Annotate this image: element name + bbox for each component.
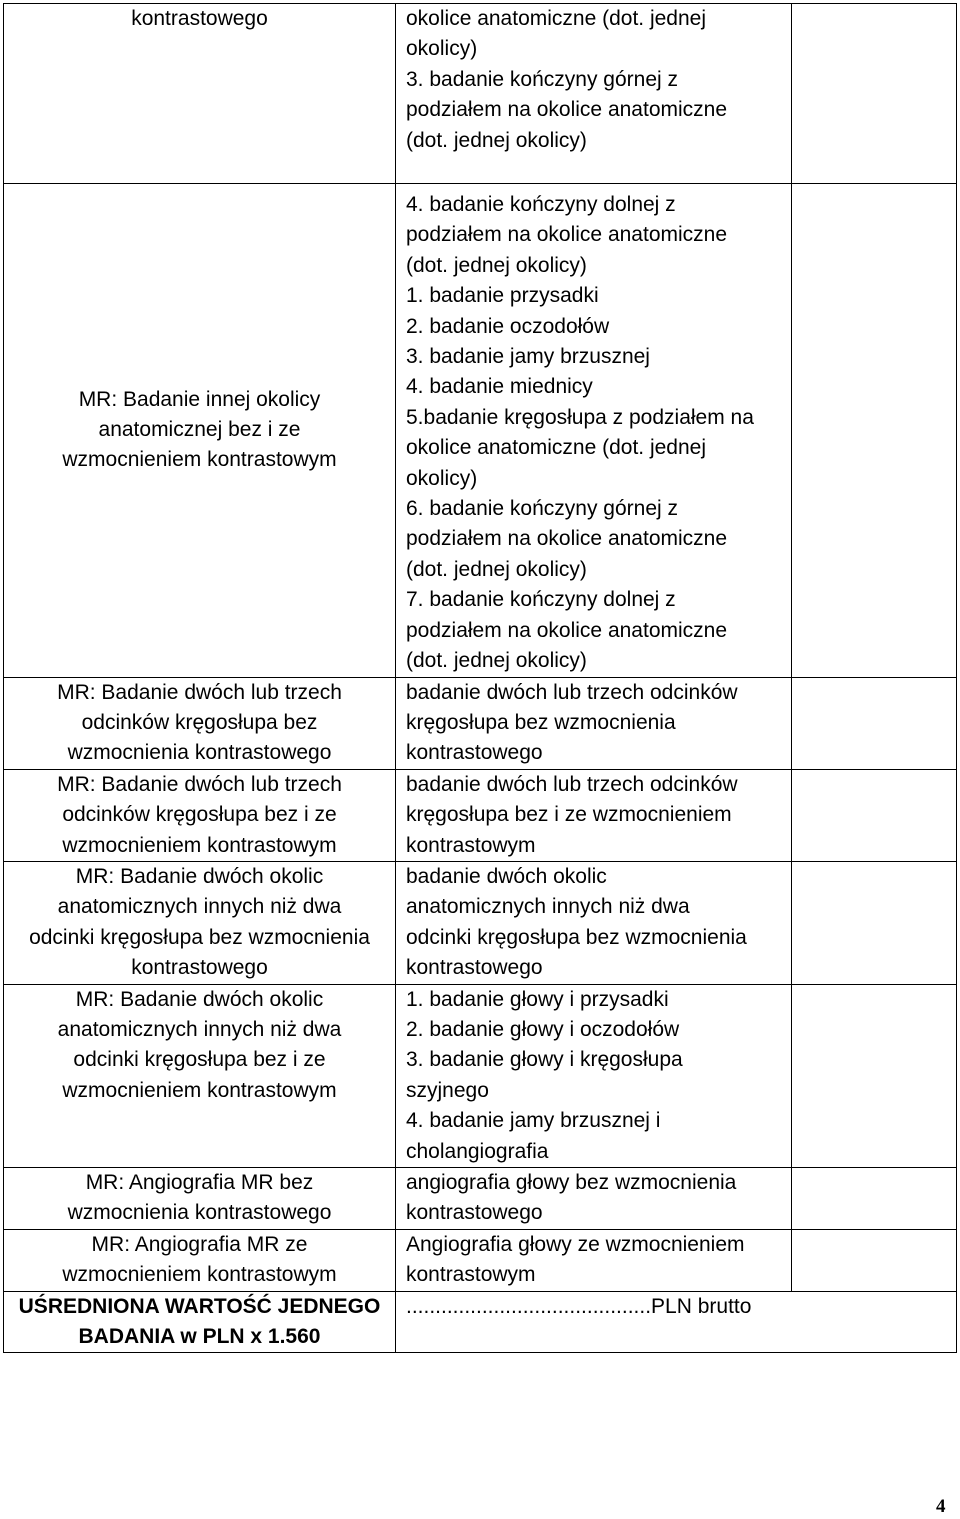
table-row [4, 984, 957, 1167]
table-cell-service [4, 4, 396, 184]
table-cell-price [792, 1229, 957, 1291]
cell-text: MR: Angiografia MR ze wzmocnieniem kontrastowym [62, 1232, 337, 1287]
summary-row [4, 1291, 957, 1353]
price-placeholder: ..........................................PLN brutto [406, 1294, 752, 1318]
table-row [4, 1229, 957, 1291]
cell-text: kontrastowego [131, 7, 268, 30]
cell-text: 4. badanie kończyny dolnej z podziałem na okolice anatomiczne (dot. jednej okolicy) 1. badanie przysadki 2. badanie oczodołów 3. badanie jamy brzusznej 4. badanie miednicy 5.badanie kręgosłupa z podziałem na okolice anatomiczne (dot. jednej okolicy) 6. badanie kończyny górnej z podziałem na okolice anatomiczne (dot. jednej okolicy) 7. badanie kończyny dolnej z podziałem na okolice anatomiczne (dot. jednej okolicy) [406, 193, 754, 673]
table-cell-service [4, 1229, 396, 1291]
page-number: 4 [936, 1496, 946, 1517]
table-cell-scope [396, 861, 792, 984]
table-cell-price [792, 984, 957, 1167]
cell-text: Angiografia głowy ze wzmocnieniem kontrastowym [406, 1232, 745, 1287]
cell-text: MR: Badanie dwóch okolic anatomicznych innych niż dwa odcinki kręgosłupa bez i ze wzmocnieniem kontrastowym [57, 987, 342, 1102]
cell-text: MR: Badanie dwóch okolic anatomicznych innych niż dwa odcinki kręgosłupa bez wzmocnienia kontrastowego [29, 864, 370, 980]
table-row [4, 677, 957, 769]
table-cell-service [4, 769, 396, 861]
cell-text: 1. badanie głowy i przysadki 2. badanie głowy i oczodołów 3. badanie głowy i kręgosłupa szyjnego 4. badanie jamy brzusznej i cholangiografia [406, 987, 683, 1163]
table-cell-price [792, 4, 957, 184]
table-row [4, 1168, 957, 1230]
table-cell-scope [396, 1229, 792, 1291]
cell-text: MR: Badanie dwóch lub trzech odcinków kręgosłupa bez wzmocnienia kontrastowego [57, 680, 342, 765]
price-entry-field [396, 1291, 957, 1353]
cell-text: MR: Badanie dwóch lub trzech odcinków kręgosłupa bez i ze wzmocnieniem kontrastowym [57, 772, 342, 857]
cell-text: okolice anatomiczne (dot. jednej okolicy) 3. badanie kończyny górnej z podziałem na okolice anatomiczne (dot. jednej okolicy) [406, 7, 728, 152]
table-cell-service [4, 861, 396, 984]
table-cell-scope [396, 769, 792, 861]
cell-text: badanie dwóch lub trzech odcinków kręgosłupa bez wzmocnienia kontrastowego [406, 680, 738, 765]
cell-text: badanie dwóch lub trzech odcinków kręgosłupa bez i ze wzmocnieniem kontrastowym [406, 772, 738, 857]
average-value-label [4, 1291, 396, 1353]
table-cell-service [4, 677, 396, 769]
table-cell-service [4, 184, 396, 678]
table-cell-price [792, 769, 957, 861]
table-cell-scope [396, 677, 792, 769]
table-cell-price [792, 861, 957, 984]
table-cell-price [792, 1168, 957, 1230]
pricing-table [3, 3, 957, 1353]
table-cell-service [4, 984, 396, 1167]
table-cell-scope [396, 1168, 792, 1230]
cell-text: angiografia głowy bez wzmocnienia kontrastowego [406, 1171, 737, 1225]
table-cell-scope [396, 184, 792, 678]
cell-text: MR: Badanie innej okolicy anatomicznej bez i ze wzmocnieniem kontrastowym [62, 387, 337, 472]
table-row [4, 769, 957, 861]
table-cell-scope [396, 984, 792, 1167]
table-row [4, 184, 957, 678]
table-cell-price [792, 184, 957, 678]
cell-text: badanie dwóch okolic anatomicznych innych niż dwa odcinki kręgosłupa bez wzmocnienia kontrastowego [406, 864, 747, 980]
table-row [4, 861, 957, 984]
cell-text: MR: Angiografia MR bez wzmocnienia kontrastowego [67, 1171, 332, 1225]
table-cell-price [792, 677, 957, 769]
average-value-text: UŚREDNIONA WARTOŚĆ JEDNEGO BADANIA w PLN x 1.560 [18, 1294, 381, 1349]
table-row [4, 4, 957, 184]
table-cell-scope [396, 4, 792, 184]
table-cell-service [4, 1168, 396, 1230]
